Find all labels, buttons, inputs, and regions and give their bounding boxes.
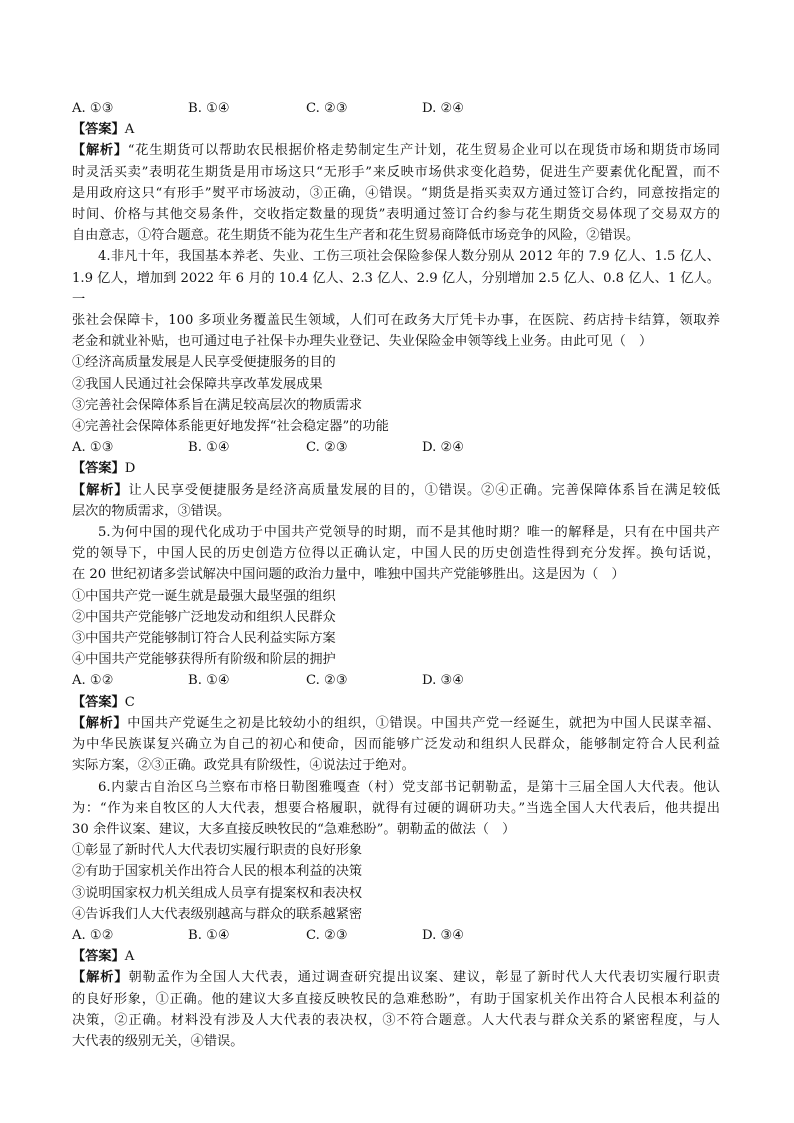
q6-stem-line-3: 30 余件议案、建议，大多直接反映牧民的“急难愁盼”。朝勒孟的做法（ ）	[72, 821, 516, 837]
q5-analysis	[72, 713, 720, 777]
q6-stem-line-2: 为：“作为来自牧区的人大代表，想要合格履职，就得有过硬的调研功夫。”当选全国人大代表后，他共提出	[72, 800, 720, 816]
q3-analysis-tag: 【解析】	[72, 143, 128, 159]
q5-stem	[72, 522, 720, 586]
q5-stem-line-1: 5.为何中国的现代化成功于中国共产党领导的时期，而不是其他时期？唯一的解释是，只有在中国共产	[98, 525, 720, 541]
q3-option-b: B. ①④	[188, 101, 230, 116]
q4-analysis-text-1: 让人民享受便捷服务是经济高质量发展的目的，①错误。②④正确。完善保障体系旨在满足较低	[128, 482, 721, 498]
q6-analysis-line-1	[72, 967, 720, 988]
q4-statement-3: ③完善社会保障体系旨在满足较高层次的物质需求	[72, 397, 363, 413]
q3-analysis	[72, 140, 720, 246]
q4-analysis-tag: 【解析】	[72, 482, 129, 498]
q6-option-b: B. ①④	[188, 927, 230, 943]
q4-answer	[72, 458, 720, 479]
q6-option-c: C. ②③	[306, 927, 348, 943]
q3-answer-tag: 【答案】	[72, 122, 125, 138]
q5-stem-line-3: 在 20 世纪初诸多尝试解决中国问题的政治力量中，唯独中国共产党能够胜出。这是因为（ ）	[72, 567, 625, 583]
q4-stem-line-2: 1.9 亿人，增加到 2022 年 6 月的 10.4 亿人、2.3 亿人、2.9 亿人，分别增加 2.5 亿人、0.8 亿人、1 亿人。一	[72, 270, 720, 307]
q6-analysis-line-4: 大代表的级别无关，④错误。	[72, 1033, 244, 1049]
q6-statement-3: ③说明国家权力机关组成人员享有提案权和表决权	[72, 885, 363, 901]
q6-analysis-line-2: 的良好形象，①正确。他的建议大多直接反映牧民的急难愁盼”，有助于国家机关作出符合人民根本利益的	[72, 991, 720, 1007]
q5-statement-3: ③中国共产党能够制订符合人民利益实际方案	[72, 631, 336, 647]
q3-analysis-text-1: “花生期货可以帮助农民根据价格走势制定生产计划，花生贸易企业可以在现货市场和期货市场同	[127, 143, 720, 159]
q4-stem-line-1: 4.非凡十年，我国基本养老、失业、工伤三项社会保险参保人数分别从 2012 年的 7.9 亿人、1.5 亿人、	[98, 249, 720, 265]
q4-option-b: B. ①④	[188, 440, 230, 456]
q6-statement-4: ④告诉我们人大代表级别越高与群众的联系越紧密	[72, 906, 363, 922]
q5-answer-tag: 【答案】	[72, 694, 125, 710]
q5-analysis-text-1: 中国共产党诞生之初是比较幼小的组织，①错误。中国共产党一经诞生，就把为中国人民谋幸福、	[127, 715, 720, 731]
q3-option-c: C. ②③	[306, 101, 348, 116]
q4-stem-line-3: 张社会保障卡，100 多项业务覆盖民生领域，人们可在政务大厅凭卡办事，在医院、药店持卡结算，领取养	[72, 313, 720, 329]
q6-analysis-line-3: 决策，②正确。材料没有涉及人大代表的表决权，③不符合题意。人大代表与群众关系的紧密程度，与人	[72, 1012, 720, 1028]
q3-analysis-line-5: 自由意志，①符合题意。花生期货不能为花生生产者和花生贸易商降低市场竞争的风险，②错误。	[72, 228, 640, 244]
q4-statement-1: ①经济高质量发展是人民享受便捷服务的目的	[72, 355, 336, 371]
q5-option-d: D. ③④	[422, 673, 465, 689]
q3-analysis-line-2: 时灵活买卖”表明花生期货是用市场这只“无形手”来反映市场供求变化趋势，促进生产要素优化配置，而不	[72, 164, 720, 180]
q5-stem-line-2: 党的领导下，中国人民的历史创造方位得以正确认定，中国人民的历史创造性得到充分发挥。换句话说，	[72, 546, 720, 562]
q6-answer-tag: 【答案】	[72, 949, 125, 965]
q5-option-a: A. ①②	[72, 673, 114, 689]
q6-statement-1: ①彰显了新时代人大代表切实履行职责的良好形象	[72, 843, 363, 859]
q6-analysis-tag: 【解析】	[72, 970, 129, 986]
q4-answer-value: D	[124, 461, 136, 477]
q3-answer-value: A	[124, 122, 135, 138]
q6-analysis	[72, 967, 720, 1052]
q6-stem	[72, 777, 720, 841]
q5-statement-2: ②中国共产党能够广泛地发动和组织人民群众	[72, 609, 336, 625]
q6-analysis-text-1: 朝勒孟作为全国人大代表，通过调查研究提出议案、建议，彰显了新时代人大代表切实履行职责	[128, 970, 721, 986]
q6-statement-2: ②有助于国家机关作出符合人民的根本利益的决策	[72, 864, 363, 880]
q6-option-d: D. ③④	[422, 927, 465, 943]
q4-options	[72, 437, 720, 458]
q3-option-a: A. ①③	[72, 101, 114, 116]
q3-answer	[72, 119, 720, 140]
q3-options	[72, 98, 720, 119]
q4-stem	[72, 246, 720, 352]
q3-analysis-line-4: 时间、价格与其他交易条件，交收指定数量的现货”表明通过签订合约参与花生期货交易体现了交易双方的	[72, 207, 720, 223]
q3-analysis-line-1	[72, 140, 720, 161]
q3-option-d: D. ②④	[422, 101, 465, 116]
q5-analysis-line-1	[72, 713, 720, 734]
q5-answer	[72, 692, 720, 713]
page-content	[72, 98, 720, 1052]
q6-option-a: A. ①②	[72, 927, 114, 943]
q5-statement-4: ④中国共产党能够获得所有阶级和阶层的拥护	[72, 652, 336, 668]
q5-options	[72, 670, 720, 691]
q4-analysis	[72, 480, 720, 522]
q5-analysis-tag: 【解析】	[72, 715, 128, 731]
q4-option-d: D. ②④	[422, 440, 465, 456]
q4-statement-2: ②我国人民通过社会保障共享改革发展成果	[72, 376, 323, 392]
q4-option-a: A. ①③	[72, 440, 114, 456]
q6-options	[72, 925, 720, 946]
q5-option-b: B. ①④	[188, 673, 230, 689]
q3-analysis-line-3: 是用政府这只“有形手”熨平市场波动，③正确，④错误。“期货是指买卖双方通过签订合约，同意按指定的	[72, 185, 720, 201]
q5-analysis-line-2: 为中华民族谋复兴确立为自己的初心和使命，因而能够广泛发动和组织人民群众，能够制定符合人民利益	[72, 737, 720, 753]
q6-answer-value: A	[124, 949, 135, 965]
q4-option-c: C. ②③	[306, 440, 348, 456]
q5-analysis-line-3: 实际方案，②③正确。政党具有阶级性，④说法过于绝对。	[72, 758, 415, 774]
q6-answer	[72, 946, 720, 967]
q4-stem-line-4: 老金和就业补贴，也可通过电子社保卡办理失业登记、失业保险金申领等线上业务。由此可见（ ）	[72, 334, 653, 350]
q5-answer-value: C	[124, 694, 135, 710]
q5-option-c: C. ②③	[306, 673, 348, 689]
q6-stem-line-1: 6.内蒙古自治区乌兰察布市格日勒图雅嘎查（村）党支部书记朝勒孟，是第十三届全国人大代表。他认	[98, 779, 720, 795]
q4-analysis-line-1	[72, 480, 720, 501]
q5-statement-1: ①中国共产党一诞生就是最强大最坚强的组织	[72, 588, 336, 604]
q4-statement-4: ④完善社会保障体系能更好地发挥“社会稳定器”的功能	[72, 419, 389, 435]
q4-analysis-line-2: 层次的物质需求，③错误。	[72, 503, 231, 519]
q4-answer-tag: 【答案】	[72, 461, 125, 477]
